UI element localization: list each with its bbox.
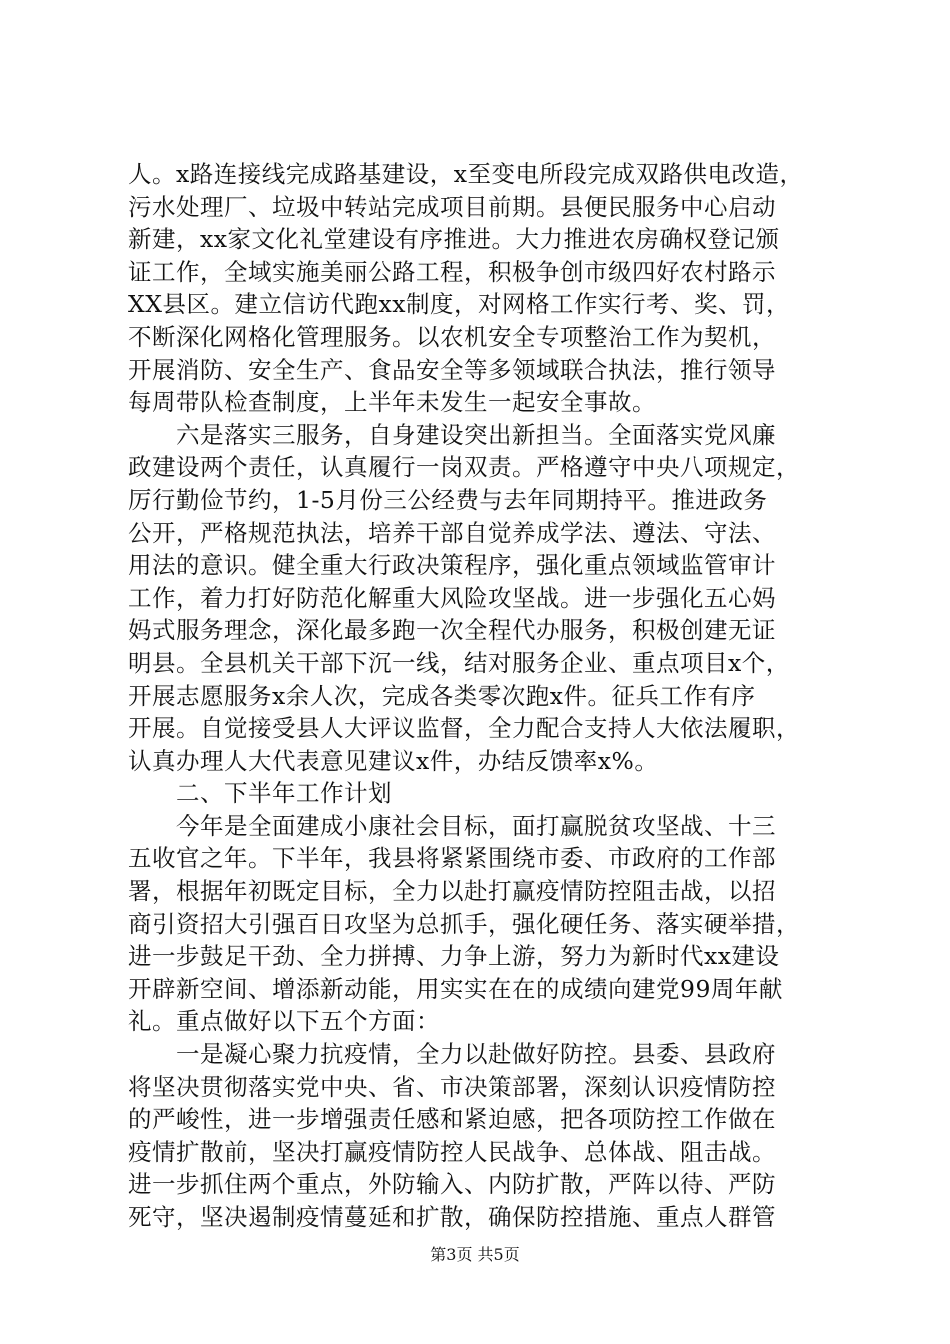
text-line: 不断深化网格化管理服务。以农机安全专项整治工作为契机， bbox=[128, 322, 776, 351]
text-line: 认真办理人大代表意见建议x件，办结反馈率x%。 bbox=[128, 746, 659, 775]
text-line: 污水处理厂、垃圾中转站完成项目前期。县便民服务中心启动 bbox=[128, 192, 776, 221]
text-line: 明县。全县机关干部下沉一线，结对服务企业、重点项目x个， bbox=[128, 648, 790, 677]
text-line: 署，根据年初既定目标，全力以赴打赢疫情防控阻击战，以招 bbox=[128, 877, 776, 906]
text-line: 进一步鼓足干劲、全力拼搏、力争上游，努力为新时代xx建设 bbox=[128, 942, 780, 971]
text-line: 五收官之年。下半年，我县将紧紧围绕市委、市政府的工作部 bbox=[128, 844, 776, 873]
text-line: 公开，严格规范执法，培养干部自觉养成学法、遵法、守法、 bbox=[128, 518, 776, 547]
text-line: 进一步抓住两个重点，外防输入、内防扩散，严阵以待、严防 bbox=[128, 1170, 776, 1199]
text-line: 六是落实三服务，自身建设突出新担当。全面落实党风廉 bbox=[128, 420, 776, 449]
text-line: 开展志愿服务x余人次，完成各类零次跑x件。征兵工作有序 bbox=[128, 681, 756, 710]
text-line: 开辟新空间、增添新动能，用实实在在的成绩向建党99周年献 bbox=[128, 974, 783, 1003]
text-line: 一是凝心聚力抗疫情，全力以赴做好防控。县委、县政府 bbox=[128, 1040, 776, 1069]
body-text bbox=[128, 158, 828, 1234]
text-line: 政建设两个责任，认真履行一岗双责。严格遵守中央八项规定， bbox=[128, 453, 800, 482]
page-footer: 第3页 共5页 bbox=[430, 1245, 520, 1264]
text-line: XX县区。建立信访代跑xx制度，对网格工作实行考、奖、罚， bbox=[128, 290, 790, 319]
text-line: 人。x路连接线完成路基建设，x至变电所段完成双路供电改造， bbox=[128, 160, 804, 188]
text-line: 的严峻性，进一步增强责任感和紧迫感，把各项防控工作做在 bbox=[128, 1105, 776, 1134]
text-line: 厉行勤俭节约，1-5月份三公经费与去年同期持平。推进政务 bbox=[128, 485, 768, 514]
section-heading: 二、下半年工作计划 bbox=[128, 779, 392, 808]
text-line: 工作，着力打好防范化解重大风险攻坚战。进一步强化五心妈 bbox=[128, 583, 776, 612]
text-line: 今年是全面建成小康社会目标，面打赢脱贫攻坚战、十三 bbox=[128, 811, 776, 840]
text-line: 新建，xx家文化礼堂建设有序推进。大力推进农房确权登记颁 bbox=[128, 225, 780, 254]
text-line: 开展。自觉接受县人大评议监督，全力配合支持人大依法履职， bbox=[128, 714, 800, 743]
text-line: 疫情扩散前，坚决打赢疫情防控人民战争、总体战、阻击战。 bbox=[128, 1137, 776, 1166]
text-line: 将坚决贯彻落实党中央、省、市决策部署，深刻认识疫情防控 bbox=[128, 1072, 776, 1101]
text-line: 妈式服务理念，深化最多跑一次全程代办服务，积极创建无证 bbox=[128, 616, 776, 645]
text-line: 商引资招大引强百日攻坚为总抓手，强化硬任务、落实硬举措， bbox=[128, 909, 800, 938]
text-line: 每周带队检查制度，上半年未发生一起安全事故。 bbox=[128, 388, 656, 417]
text-line: 礼。重点做好以下五个方面： bbox=[128, 1007, 440, 1036]
text-line: 用法的意识。健全重大行政决策程序，强化重点领域监管审计 bbox=[128, 551, 776, 580]
text-line: 证工作，全域实施美丽公路工程，积极争创市级四好农村路示 bbox=[128, 257, 776, 286]
text-line: 开展消防、安全生产、食品安全等多领域联合执法，推行领导 bbox=[128, 355, 776, 384]
text-line: 死守，坚决遏制疫情蔓延和扩散，确保防控措施、重点人群管 bbox=[128, 1203, 776, 1231]
